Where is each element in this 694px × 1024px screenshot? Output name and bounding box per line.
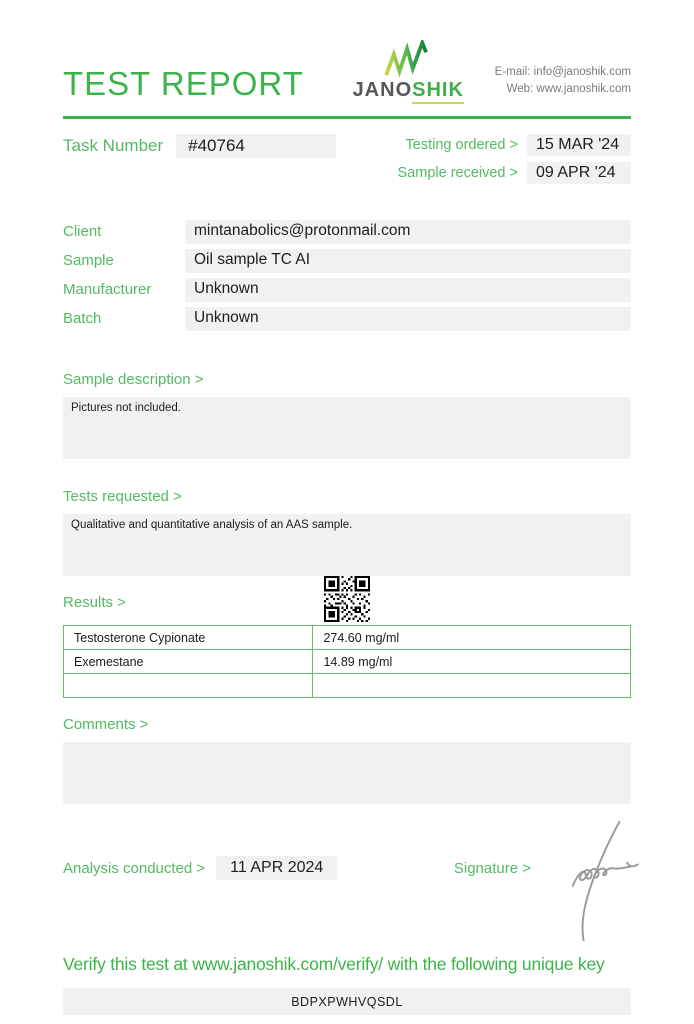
logo-wordmark	[353, 80, 464, 100]
comments-section	[63, 716, 631, 804]
verify-instruction: Verify this test at www.janoshik.com/verify/ with the following unique key	[63, 954, 605, 974]
header-divider	[63, 116, 631, 119]
results-table	[63, 625, 631, 698]
sample-description-box: Pictures not included.	[63, 397, 631, 459]
tests-requested-box: Qualitative and quantitative analysis of an AAS sample.	[63, 514, 631, 576]
batch-label: Batch	[63, 310, 102, 327]
sample-received-label: Sample received >	[397, 165, 518, 181]
comments-label: Comments >	[63, 716, 149, 733]
contact-web: Web: www.janoshik.com	[506, 82, 631, 95]
contact-info	[495, 64, 631, 101]
signature-scribble	[555, 818, 643, 944]
table-row	[64, 650, 631, 674]
qr-code-icon	[324, 576, 370, 622]
analysis-date-value: 11 APR 2024	[216, 856, 337, 880]
client-label: Client	[63, 223, 102, 240]
janoshik-logo	[353, 40, 464, 100]
result-substance	[64, 674, 313, 698]
sample-label: Sample	[63, 252, 114, 269]
tests-requested-section	[63, 488, 631, 576]
result-amount	[313, 674, 631, 698]
result-amount: 274.60 mg/ml	[313, 626, 631, 650]
sample-details	[63, 220, 631, 331]
task-number-value: #40764	[176, 134, 336, 158]
unique-key-value: BDPXPWHVQSDL	[291, 994, 403, 1009]
sample-received-row	[398, 162, 632, 184]
manufacturer-value: Unknown	[185, 278, 631, 302]
sample-description-section	[63, 371, 631, 459]
dates-block	[398, 134, 632, 184]
batch-value: Unknown	[185, 307, 631, 331]
detail-row-batch	[63, 307, 631, 331]
result-amount: 14.89 mg/ml	[313, 650, 631, 674]
logo-text-green: SHIK	[412, 79, 464, 104]
logo-text-dark: JANO	[352, 79, 413, 101]
results-label: Results >	[63, 594, 126, 611]
unique-key-box	[63, 988, 631, 1015]
testing-ordered-label: Testing ordered >	[405, 137, 518, 153]
sample-description-label: Sample description >	[63, 371, 204, 388]
growth-chart-icon	[381, 40, 435, 78]
analysis-conducted-label: Analysis conducted >	[63, 859, 206, 877]
analysis-signature-row	[63, 856, 631, 880]
header	[63, 40, 631, 100]
task-number-row	[63, 134, 336, 158]
table-row	[64, 626, 631, 650]
testing-ordered-value: 15 MAR '24	[527, 134, 631, 156]
contact-email: E-mail: info@janoshik.com	[494, 65, 631, 78]
manufacturer-label: Manufacturer	[63, 281, 152, 298]
detail-row-manufacturer	[63, 278, 631, 302]
result-substance: Exemestane	[64, 650, 313, 674]
task-section	[63, 134, 631, 184]
task-number-label: Task Number	[63, 136, 164, 155]
table-row	[64, 674, 631, 698]
detail-row-sample	[63, 249, 631, 273]
results-section	[63, 594, 631, 698]
tests-requested-label: Tests requested >	[63, 488, 182, 505]
detail-row-client	[63, 220, 631, 244]
comments-box	[63, 742, 631, 804]
sample-received-value: 09 APR '24	[527, 162, 631, 184]
sample-value: Oil sample TC AI	[185, 249, 631, 273]
client-value: mintanabolics@protonmail.com	[185, 220, 631, 244]
result-substance: Testosterone Cypionate	[64, 626, 313, 650]
signature-label: Signature >	[453, 859, 531, 877]
testing-ordered-row	[398, 134, 632, 156]
page-title: TEST REPORT	[63, 65, 304, 102]
